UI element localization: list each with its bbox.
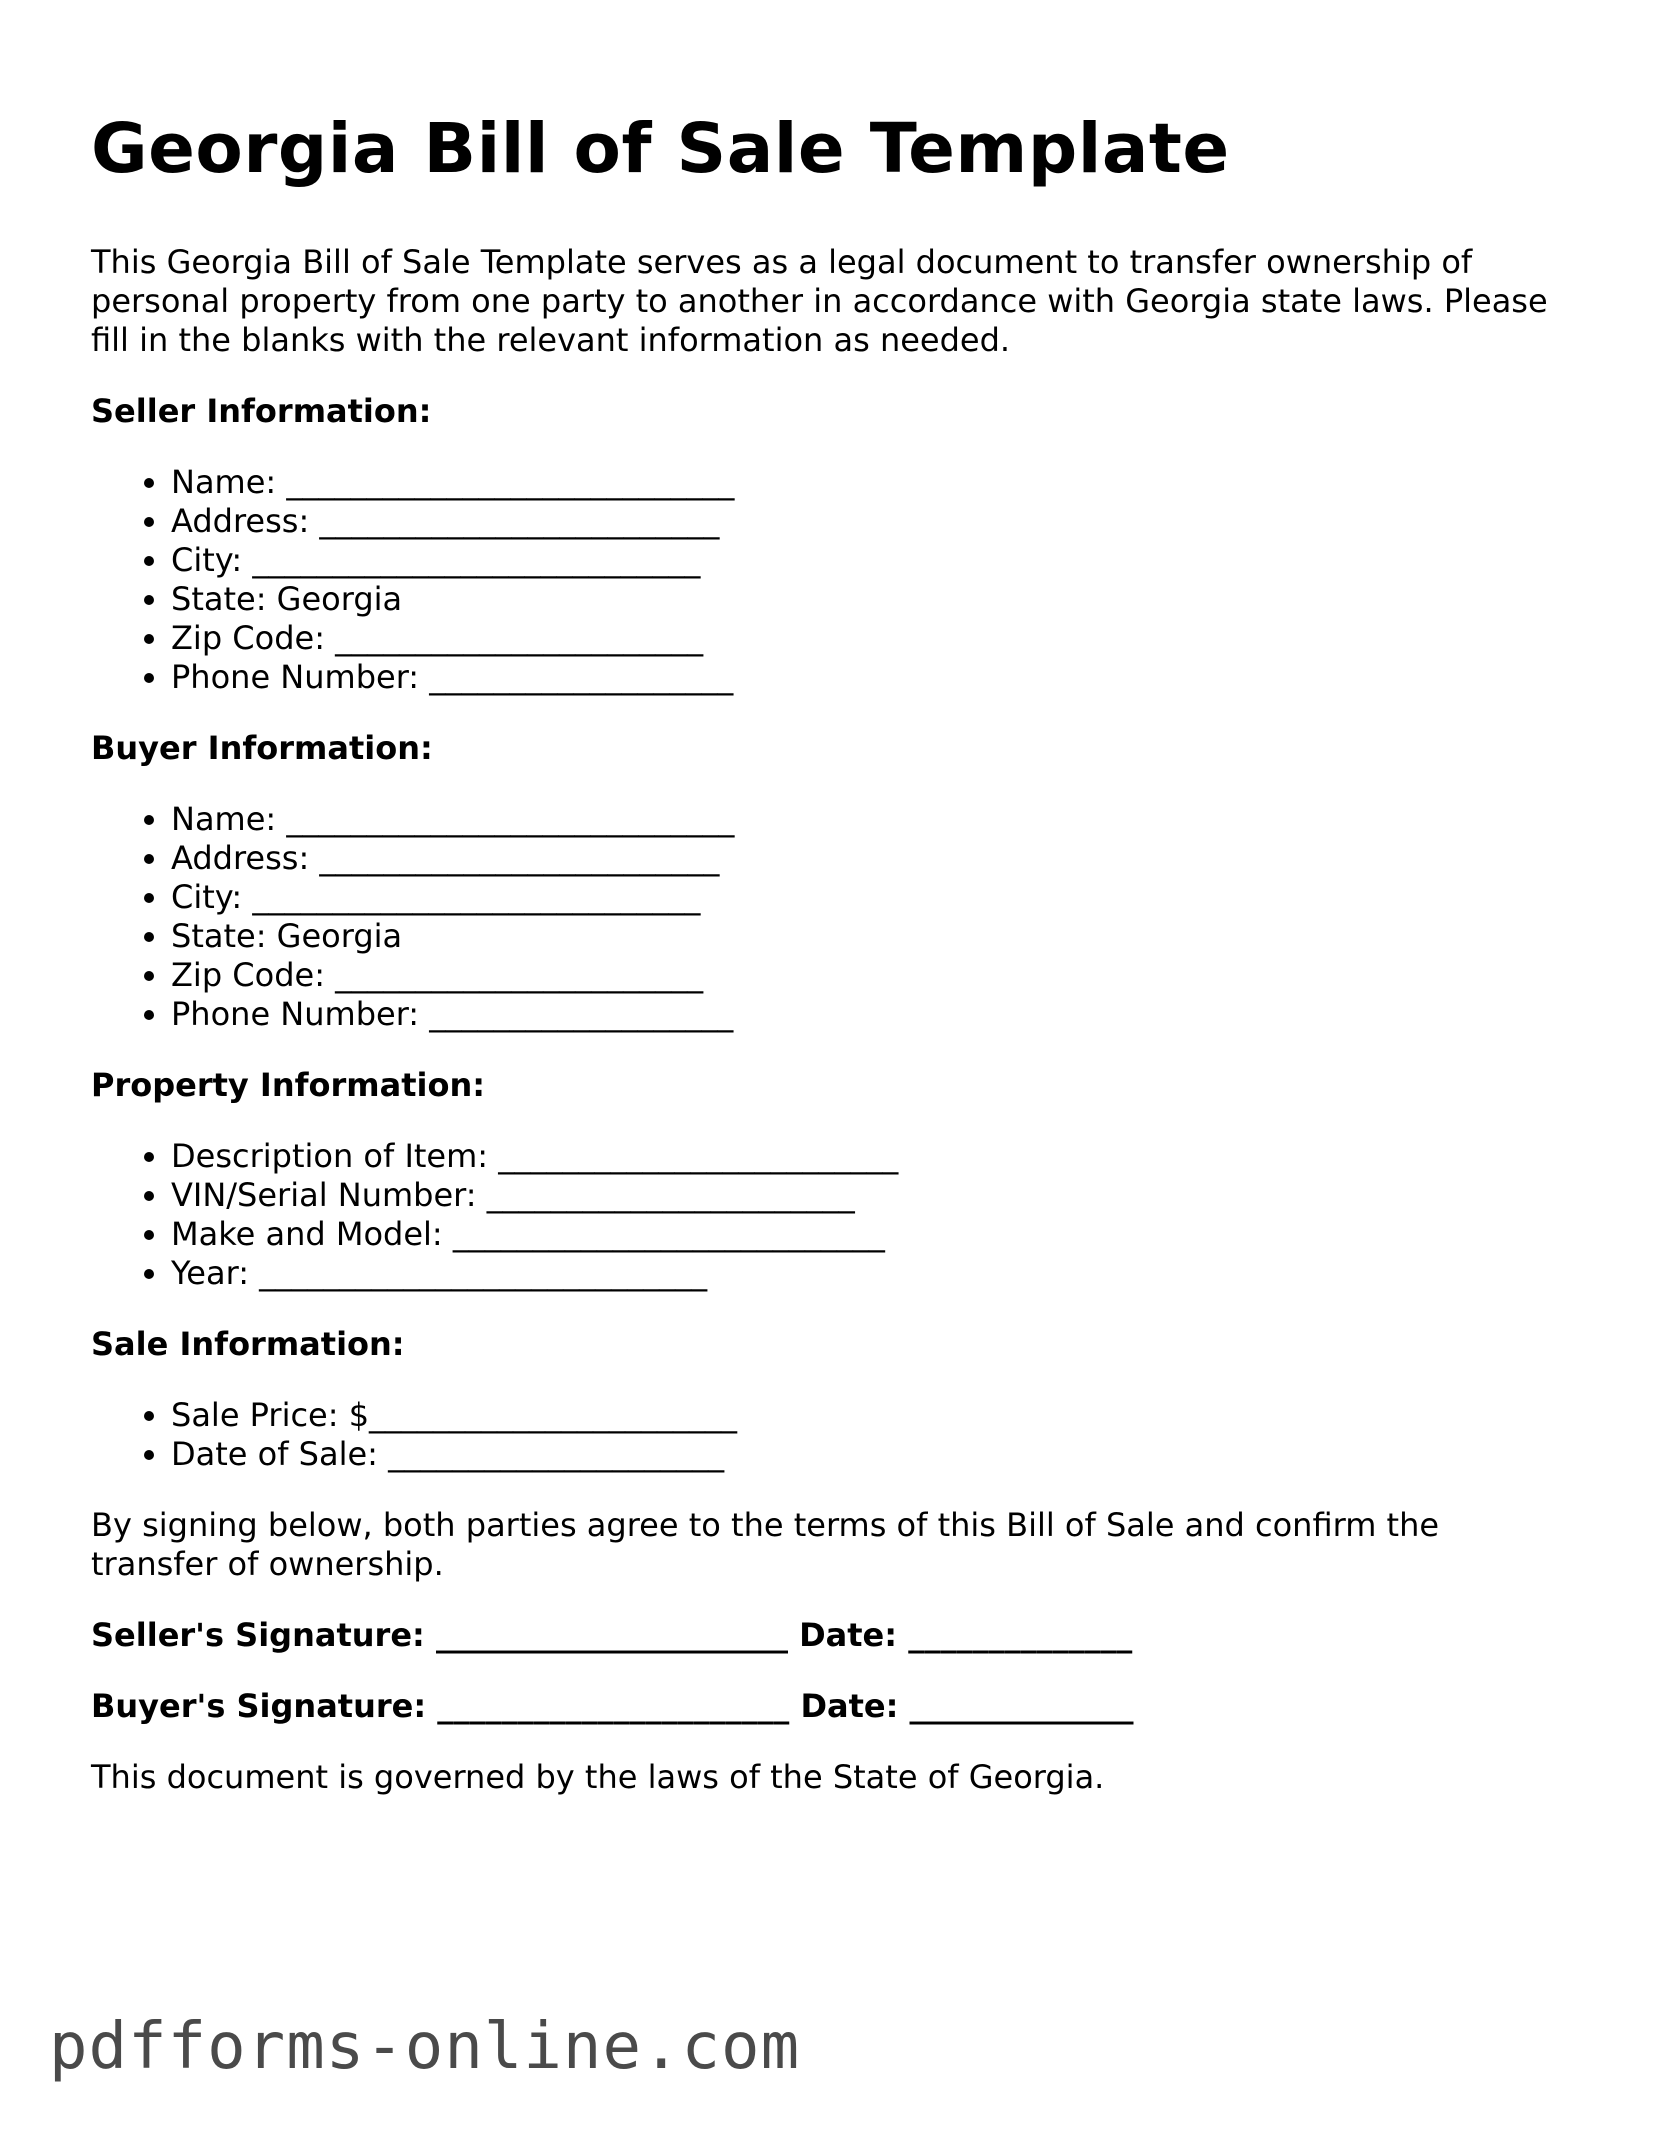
sale-fields-list xyxy=(91,1396,1561,1474)
item-description-field[interactable]: • Description of Item: _________________________ xyxy=(171,1137,1561,1176)
seller-fields-list xyxy=(91,463,1561,697)
buyer-fields-list xyxy=(91,800,1561,1034)
buyer-section-heading: Buyer Information: xyxy=(91,728,433,767)
seller-signature-line[interactable]: Seller's Signature: ______________________ Date: ______________ xyxy=(91,1615,1133,1654)
buyer-address-field[interactable]: • Address: _________________________ xyxy=(171,839,1561,878)
seller-name-field[interactable]: • Name: ____________________________ xyxy=(171,463,1561,502)
intro-paragraph: This Georgia Bill of Sale Template serves as a legal document to transfer ownership of personal property from one party to another in accordance with Georgia state laws. Please fill in the blanks with the relevant information as needed. xyxy=(91,242,1548,359)
buyer-zip-field[interactable]: • Zip Code: _______________________ xyxy=(171,956,1561,995)
seller-zip-field[interactable]: • Zip Code: _______________________ xyxy=(171,619,1561,658)
sale-section-heading: Sale Information: xyxy=(91,1324,405,1363)
agreement-paragraph: By signing below, both parties agree to the terms of this Bill of Sale and confirm the transfer of ownership. xyxy=(91,1505,1440,1583)
buyer-name-field[interactable]: • Name: ____________________________ xyxy=(171,800,1561,839)
seller-section-heading: Seller Information: xyxy=(91,391,432,430)
buyer-phone-field[interactable]: • Phone Number: ___________________ xyxy=(171,995,1561,1034)
property-fields-list xyxy=(91,1137,1561,1293)
property-section-heading: Property Information: xyxy=(91,1065,486,1104)
make-model-field[interactable]: • Make and Model: ___________________________ xyxy=(171,1215,1561,1254)
sale-price-field[interactable]: • Sale Price: $_______________________ xyxy=(171,1396,1561,1435)
buyer-state-field: • State: Georgia xyxy=(171,917,1561,956)
site-watermark: pdfforms-online.com xyxy=(49,2010,801,2084)
buyer-city-field[interactable]: • City: ____________________________ xyxy=(171,878,1561,917)
seller-address-field[interactable]: • Address: _________________________ xyxy=(171,502,1561,541)
page-title: Georgia Bill of Sale Template xyxy=(91,109,1230,189)
seller-phone-field[interactable]: • Phone Number: ___________________ xyxy=(171,658,1561,697)
document-page xyxy=(91,108,1561,1797)
year-field[interactable]: • Year: ____________________________ xyxy=(171,1254,1561,1293)
seller-state-field: • State: Georgia xyxy=(171,580,1561,619)
governing-law-statement: This document is governed by the laws of the State of Georgia. xyxy=(91,1757,1105,1796)
buyer-signature-line[interactable]: Buyer's Signature: ______________________ Date: ______________ xyxy=(91,1686,1134,1725)
seller-city-field[interactable]: • City: ____________________________ xyxy=(171,541,1561,580)
vin-serial-field[interactable]: • VIN/Serial Number: _______________________ xyxy=(171,1176,1561,1215)
sale-date-field[interactable]: • Date of Sale: _____________________ xyxy=(171,1435,1561,1474)
